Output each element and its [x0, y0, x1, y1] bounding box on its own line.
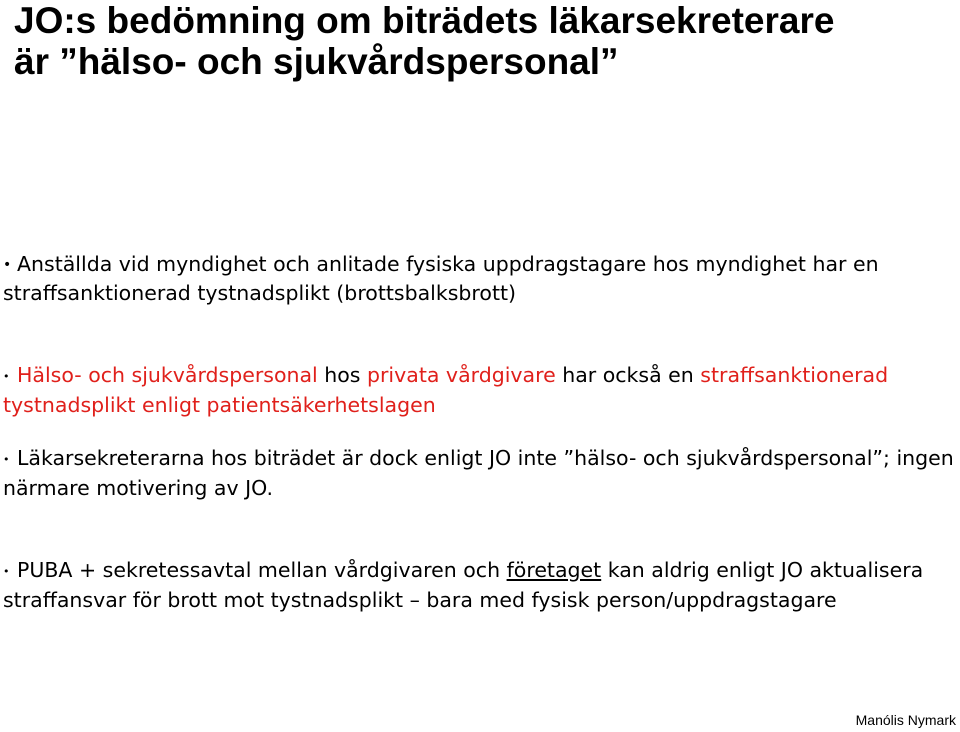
bullet-text: har också en [555, 363, 701, 387]
bullet-dot-icon: • [3, 257, 12, 273]
bullet-text: kan aldrig enligt JO aktualisera straffansvar för brott mot tystnadsplikt – bara med fysisk person/uppdragstagare [3, 558, 924, 612]
bullet-dot-icon: • [3, 453, 10, 466]
slide-title [14, 0, 954, 82]
bullet-dot-icon: • [3, 565, 10, 578]
bullet-text: hos [317, 363, 367, 387]
bullet-highlight-healthcare-staff: Hälso- och sjukvårdspersonal [17, 363, 318, 387]
bullet-underlined-company: företaget [506, 558, 602, 582]
bullet-highlight-patient-safety-act: straffsanktionerad tystnadsplikt enligt patientsäkerhetslagen [3, 363, 889, 417]
bullet-item-employees [3, 250, 958, 307]
slide-title-line-2: är ”hälso- och sjukvårdspersonal” [14, 41, 619, 82]
bullet-dot-icon: • [3, 370, 10, 383]
bullet-item-healthcare-staff [3, 361, 958, 419]
footer-author: Manólis Nymark [855, 712, 956, 728]
bullet-text: Läkarsekreterarna hos biträdet är dock enligt JO inte ”hälso- och sjukvårdspersonal”; ingen närmare motivering av JO. [3, 446, 954, 500]
bullet-highlight-private-providers: privata vårdgivare [366, 363, 556, 387]
bullet-item-medical-secretaries [3, 444, 958, 502]
bullet-item-puba [3, 556, 958, 614]
bullet-text: PUBA + sekretessavtal mellan vårdgivaren och [17, 558, 507, 582]
bullet-text: Anställda vid myndighet och anlitade fysiska uppdragstagare hos myndighet har en straffsanktionerad tystnadsplikt (brottsbalksbrott) [3, 252, 879, 305]
slide-title-line-1: JO:s bedömning om biträdets läkarsekreterare [14, 0, 835, 41]
